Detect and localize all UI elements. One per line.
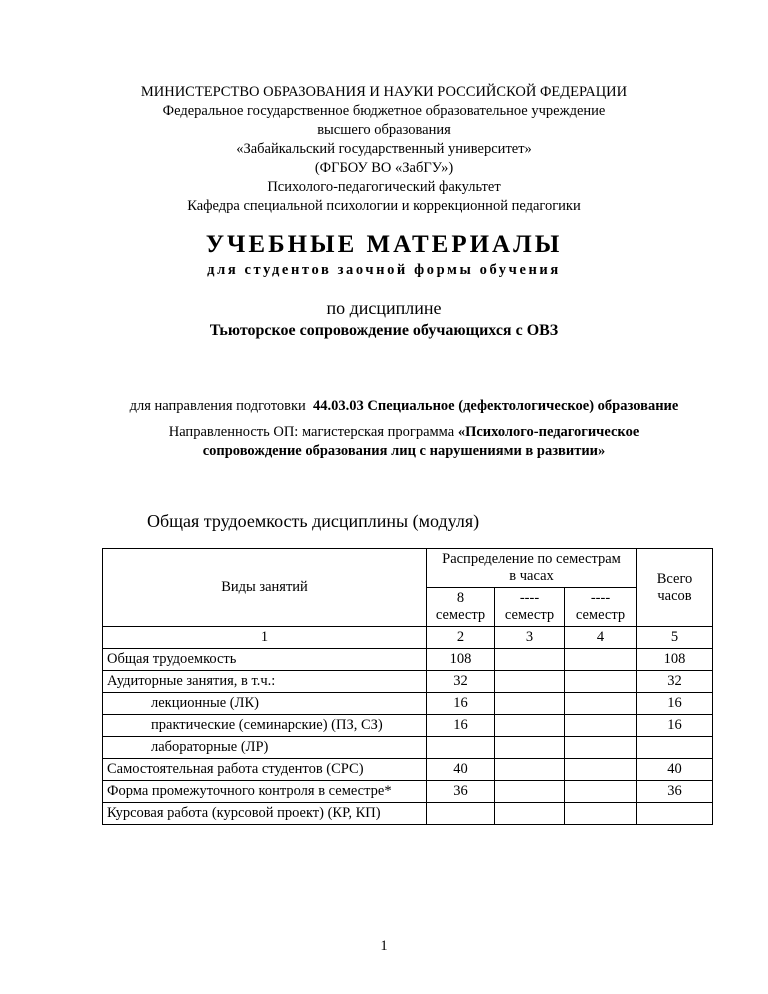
institution-type-line: Федеральное государственное бюджетное образовательное учреждение xyxy=(162,103,606,119)
header-semester-2 xyxy=(495,588,565,627)
row-total-value: 40 xyxy=(637,759,713,781)
row-total-value: 36 xyxy=(637,781,713,803)
header-semester-3 xyxy=(565,588,637,627)
column-number: 2 xyxy=(427,627,495,649)
ministry-line: МИНИСТЕРСТВО ОБРАЗОВАНИЯ И НАУКИ РОССИЙСКОЙ ФЕДЕРАЦИИ xyxy=(140,84,628,100)
row-semester-1-value: 36 xyxy=(427,781,495,803)
column-number: 5 xyxy=(637,627,713,649)
header-total xyxy=(637,549,713,627)
program-value-part1: «Психолого-педагогическое xyxy=(457,424,640,440)
row-label: лекционные (ЛК) xyxy=(103,693,427,715)
column-number: 3 xyxy=(495,627,565,649)
semester-3-label: семестр xyxy=(575,607,626,623)
total-workload-heading: Общая трудоемкость дисциплины (модуля) xyxy=(147,511,480,531)
header-distribution xyxy=(427,549,637,588)
row-semester-3-value xyxy=(565,715,637,737)
row-semester-1-value: 16 xyxy=(427,693,495,715)
row-semester-3-value xyxy=(565,649,637,671)
faculty-line: Психолого-педагогический факультет xyxy=(267,179,501,195)
row-semester-2-value xyxy=(495,737,565,759)
row-label: Форма промежуточного контроля в семестре* xyxy=(103,781,427,803)
program-value-part2: сопровождение образования лиц с нарушениями в развитии» xyxy=(202,443,606,459)
row-label: лабораторные (ЛР) xyxy=(103,737,427,759)
row-total-value: 32 xyxy=(637,671,713,693)
row-semester-1-value xyxy=(427,803,495,825)
institution-header xyxy=(0,83,768,216)
table-row xyxy=(103,803,713,825)
table-row xyxy=(103,693,713,715)
department-line: Кафедра специальной психологии и коррекционной педагогики xyxy=(187,198,581,214)
column-number: 4 xyxy=(565,627,637,649)
row-total-value: 108 xyxy=(637,649,713,671)
semester-3-number: ---- xyxy=(590,590,611,606)
header-semester-1 xyxy=(427,588,495,627)
row-semester-2-value xyxy=(495,715,565,737)
row-semester-2-value xyxy=(495,649,565,671)
header-distribution-line2: в часах xyxy=(509,568,554,584)
education-level-line: высшего образования xyxy=(317,122,451,138)
semester-2-number: ---- xyxy=(519,590,540,606)
table-row xyxy=(103,649,713,671)
column-number: 1 xyxy=(103,627,427,649)
row-label: практические (семинарские) (ПЗ, СЗ) xyxy=(103,715,427,737)
row-semester-3-value xyxy=(565,803,637,825)
row-semester-2-value xyxy=(495,671,565,693)
row-semester-3-value xyxy=(565,693,637,715)
header-total-line2: часов xyxy=(657,587,692,604)
row-label: Аудиторные занятия, в т.ч.: xyxy=(103,671,427,693)
row-semester-3-value xyxy=(565,759,637,781)
row-semester-1-value xyxy=(427,737,495,759)
semester-1-number: 8 xyxy=(456,590,465,606)
row-semester-1-value: 108 xyxy=(427,649,495,671)
direction-label: для направления подготовки xyxy=(129,398,306,414)
row-total-value xyxy=(637,803,713,825)
row-semester-1-value: 16 xyxy=(427,715,495,737)
row-semester-2-value xyxy=(495,759,565,781)
table-row xyxy=(103,781,713,803)
row-total-value: 16 xyxy=(637,715,713,737)
row-label: Самостоятельная работа студентов (СРС) xyxy=(103,759,427,781)
table-row xyxy=(103,715,713,737)
document-subtitle: для студентов заочной формы обучения xyxy=(207,262,561,278)
direction-value: 44.03.03 Специальное (дефектологическое) образование xyxy=(313,398,679,414)
university-abbr-line: (ФГБОУ ВО «ЗабГУ») xyxy=(314,160,454,176)
page-number: 1 xyxy=(380,938,388,954)
program-label: Направленность ОП: магистерская программа xyxy=(168,424,455,440)
direction-line xyxy=(0,398,768,415)
table-header-row xyxy=(103,549,713,588)
semester-1-label: семестр xyxy=(435,607,486,623)
row-label: Курсовая работа (курсовой проект) (КР, КП) xyxy=(103,803,427,825)
row-semester-3-value xyxy=(565,671,637,693)
header-kinds: Виды занятий xyxy=(103,549,427,627)
row-total-value: 16 xyxy=(637,693,713,715)
semester-2-label: семестр xyxy=(504,607,555,623)
row-semester-3-value xyxy=(565,781,637,803)
row-semester-1-value: 40 xyxy=(427,759,495,781)
header-distribution-line1: Распределение по семестрам xyxy=(442,551,621,567)
row-semester-2-value xyxy=(495,693,565,715)
table-row xyxy=(103,759,713,781)
row-total-value xyxy=(637,737,713,759)
workload-table xyxy=(102,548,713,825)
row-semester-2-value xyxy=(495,781,565,803)
university-line: «Забайкальский государственный университет» xyxy=(236,141,532,157)
table-row xyxy=(103,737,713,759)
row-semester-3-value xyxy=(565,737,637,759)
discipline-prefix: по дисциплине xyxy=(326,298,442,318)
row-semester-2-value xyxy=(495,803,565,825)
document-title: УЧЕБНЫЕ МАТЕРИАЛЫ xyxy=(205,231,563,258)
discipline-name: Тьюторское сопровождение обучающихся с ОВЗ xyxy=(209,322,559,339)
program-block xyxy=(0,423,768,461)
table-number-row xyxy=(103,627,713,649)
row-label: Общая трудоемкость xyxy=(103,649,427,671)
header-total-line1: Всего xyxy=(656,570,693,587)
table-row xyxy=(103,671,713,693)
row-semester-1-value: 32 xyxy=(427,671,495,693)
